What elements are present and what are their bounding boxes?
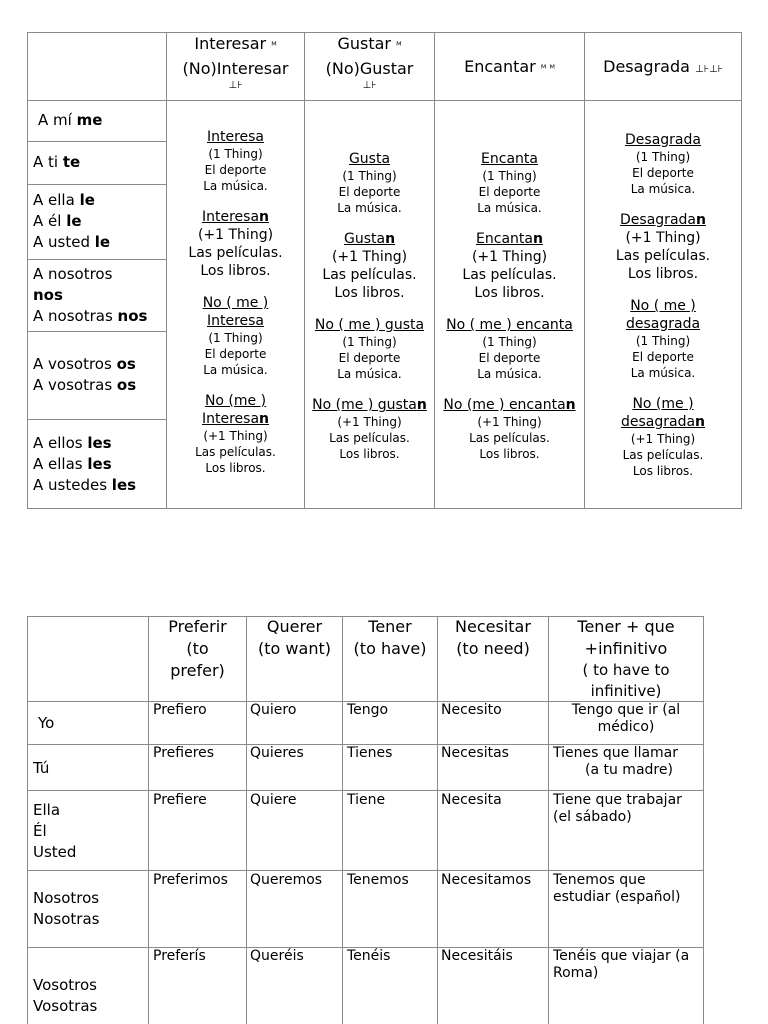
cell-tener: Tienes xyxy=(347,745,393,761)
cell-querer: Queréis xyxy=(250,948,304,964)
cell-necesitar: Necesitamos xyxy=(441,872,532,888)
block-plural: Encantan (+1 Thing) Las películas. Los libros. xyxy=(462,231,557,301)
pronoun-les: A ellos les A ellas les A ustedes les xyxy=(33,434,137,494)
cell-tener-que: Tiene que trabajar (el sábado) xyxy=(553,792,682,825)
mark-icon: ᴹ ᴹ xyxy=(540,64,555,75)
block-negative-singular: No ( me ) gusta (1 Thing) El deporte La música. xyxy=(314,317,425,381)
cell-tener-que: Tenemos que estudiar (español) xyxy=(553,872,681,905)
block-negative-plural: No (me ) desagradan (+1 Thing) Las películas. Los libros. xyxy=(620,396,706,478)
cell-necesitar: Necesita xyxy=(441,792,502,808)
row-pronoun: Ella Él Usted xyxy=(33,801,77,861)
cell-querer: Quiere xyxy=(250,792,297,808)
mark-icon: ⊥⊦ xyxy=(362,80,377,91)
header-gustar: Gustar ᴹ (No)Gustar ⊥⊦ xyxy=(305,33,434,92)
cell-preferir: Prefiero xyxy=(153,702,207,718)
block-negative-plural: No (me ) gustan (+1 Thing) Las películas. Los libros. xyxy=(312,397,427,461)
mark-icon: ⊥⊦ xyxy=(228,80,243,91)
pronoun-os: A vosotros os A vosotras os xyxy=(33,355,137,394)
column-encantar xyxy=(435,150,584,462)
cell-tener: Tiene xyxy=(347,792,386,808)
block-negative-singular: No ( me ) desagrada (1 Thing) El deporte La música. xyxy=(625,298,701,380)
block-singular: Encanta (1 Thing) El deporte La música. xyxy=(477,151,542,215)
block-negative-plural: No (me ) Interesan (+1 Thing) Las películas. Los libros. xyxy=(195,393,276,475)
column-gustar xyxy=(305,150,434,462)
cell-preferir: Prefiere xyxy=(153,792,207,808)
row-pronoun: Tú xyxy=(33,759,50,777)
cell-tener-que: Tengo que ir (al médico) xyxy=(571,702,681,735)
row-pronoun: Nosotros Nosotras xyxy=(33,889,100,928)
mark-icon: ᴹ xyxy=(396,41,402,52)
header-interesar: Interesar ᴹ (No)Interesar ⊥⊦ xyxy=(167,33,304,92)
header-desagrada: Desagrada ⊥⊦⊥⊦ xyxy=(603,57,723,76)
cell-querer: Quiero xyxy=(250,702,297,718)
block-plural: Desagradan (+1 Thing) Las películas. Los libros. xyxy=(615,212,711,282)
column-interesar xyxy=(167,128,304,476)
cell-necesitar: Necesito xyxy=(441,702,502,718)
cell-tener: Tenéis xyxy=(347,948,391,964)
cell-tener: Tengo xyxy=(347,702,389,718)
column-desagrada xyxy=(585,131,741,479)
block-singular: Interesa (1 Thing) El deporte La música. xyxy=(203,129,268,193)
cell-querer: Queremos xyxy=(250,872,323,888)
cell-preferir: Preferís xyxy=(153,948,206,964)
pronoun-te: A ti te xyxy=(33,153,81,171)
mark-icon: ᴹ xyxy=(271,41,277,52)
header-preferir: Preferir (to prefer) xyxy=(168,617,227,680)
block-negative-plural: No (me ) encantan (+1 Thing) Las películas. Los libros. xyxy=(443,397,576,461)
pronoun-le: A ella le A él le A usted le xyxy=(33,191,111,251)
header-querer: Querer (to want) xyxy=(258,617,331,658)
cell-tener-que: Tienes que llamar (a tu madre) xyxy=(553,745,679,778)
cell-necesitar: Necesitas xyxy=(441,745,509,761)
block-singular: Gusta (1 Thing) El deporte La música. xyxy=(337,151,402,215)
block-singular: Desagrada (1 Thing) El deporte La música. xyxy=(625,132,701,196)
pronoun-nos: A nosotros nos A nosotras nos xyxy=(33,265,148,325)
block-negative-singular: No ( me ) encanta (1 Thing) El deporte La música. xyxy=(446,317,573,381)
row-pronoun: Vosotros Vosotras xyxy=(33,976,98,1015)
header-encantar: Encantar ᴹ ᴹ xyxy=(464,57,555,76)
row-pronoun: Yo xyxy=(38,714,55,732)
pronoun-me: A mí me xyxy=(38,111,103,129)
block-plural: Gustan (+1 Thing) Las películas. Los libros. xyxy=(322,231,417,301)
cell-preferir: Preferimos xyxy=(153,872,228,888)
cell-tener: Tenemos xyxy=(347,872,409,888)
cell-preferir: Prefieres xyxy=(153,745,215,761)
header-tener-que: Tener + que +infinitivo ( to have to infinitive) xyxy=(577,617,675,700)
cell-querer: Quieres xyxy=(250,745,304,761)
block-negative-singular: No ( me ) Interesa (1 Thing) El deporte La música. xyxy=(202,295,269,377)
header-tener: Tener (to have) xyxy=(353,617,427,658)
cell-necesitar: Necesitáis xyxy=(441,948,513,964)
cell-tener-que: Tenéis que viajar (a Roma) xyxy=(553,948,690,981)
block-plural: Interesan (+1 Thing) Las películas. Los libros. xyxy=(188,209,283,279)
mark-icon: ⊥⊦⊥⊦ xyxy=(695,64,723,75)
header-necesitar: Necesitar (to need) xyxy=(455,617,531,658)
